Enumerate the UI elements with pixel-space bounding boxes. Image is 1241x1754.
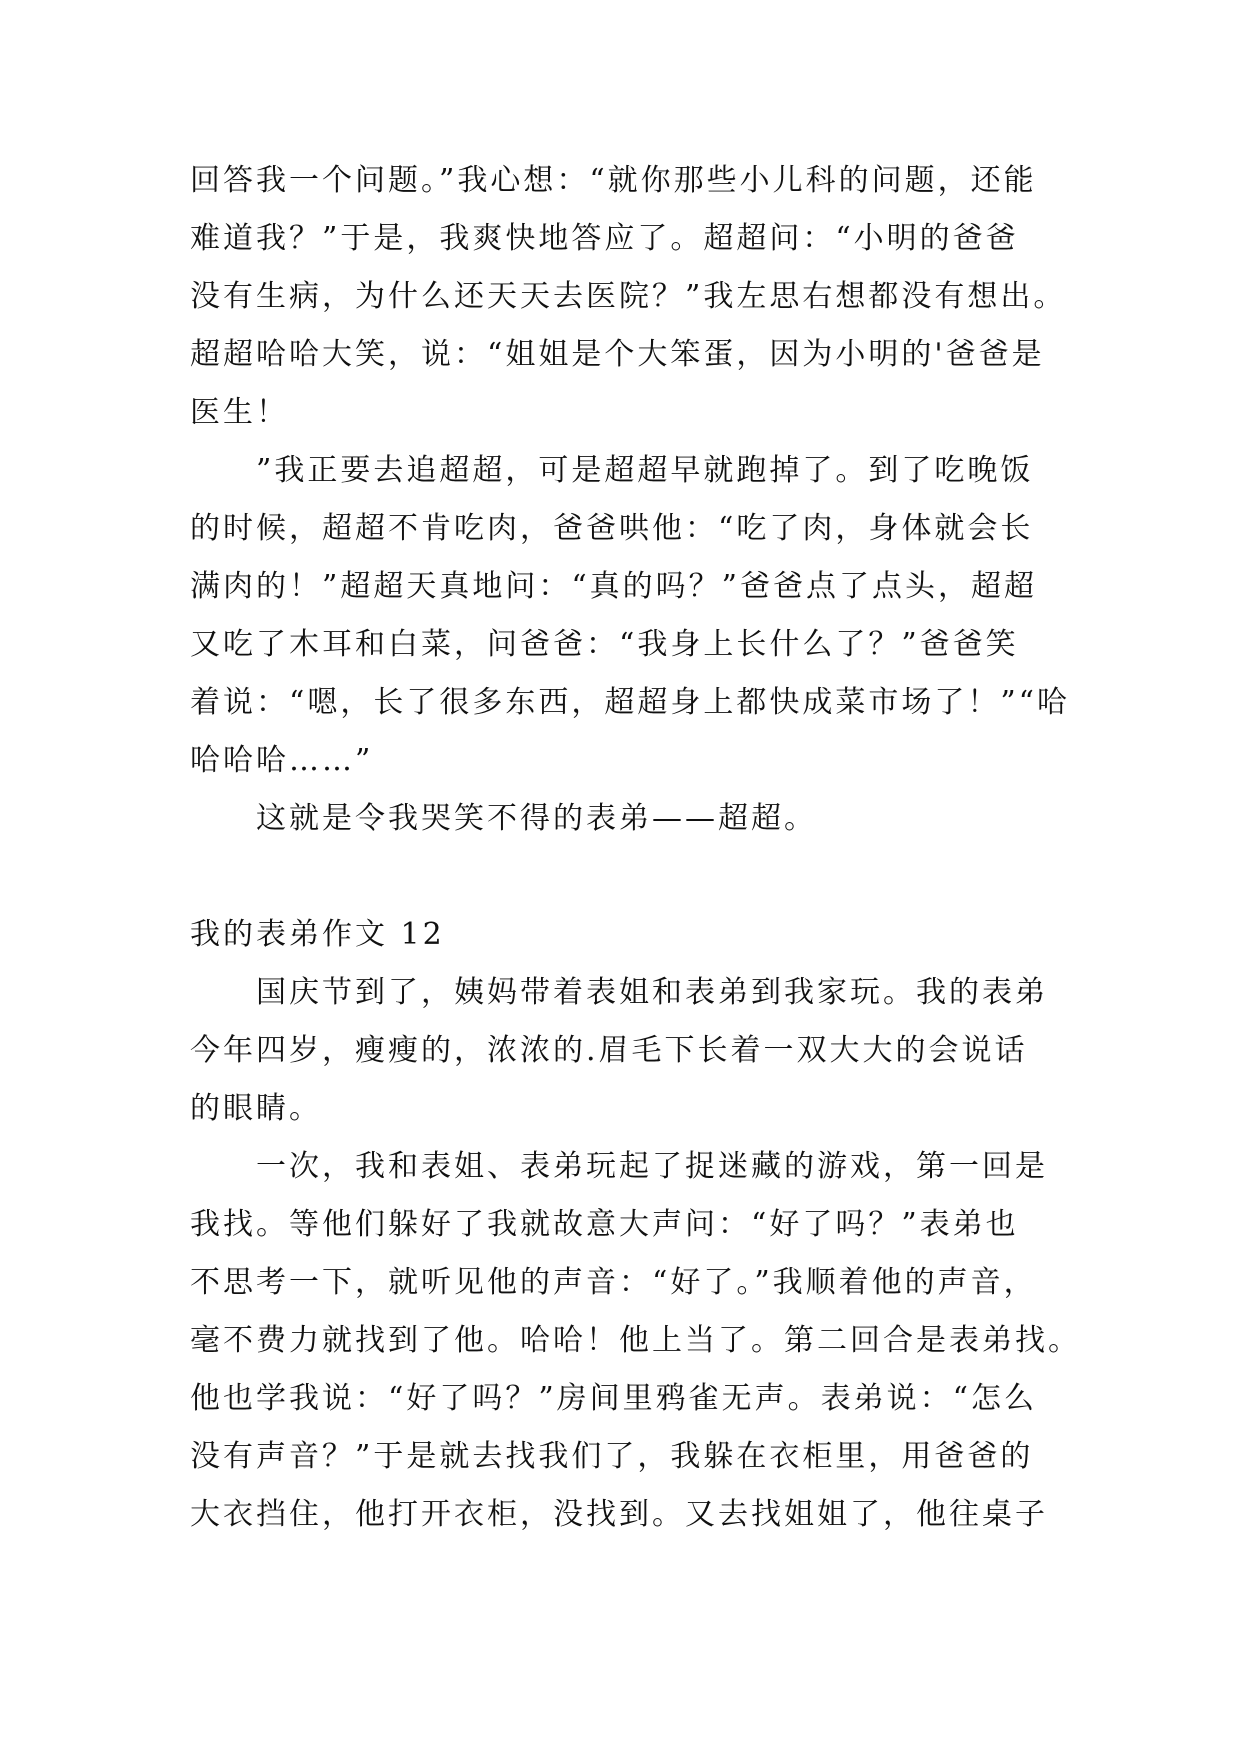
text-line: 医生！	[190, 395, 289, 430]
paragraph	[190, 152, 1065, 442]
document-body	[190, 152, 1081, 1544]
text-line: 我找。等他们躲好了我就故意大声问：“好了吗？”表弟也	[190, 1207, 1019, 1242]
text-line: 今年四岁，瘦瘦的，浓浓的.眉毛下长着一双大大的会说话	[190, 1033, 1028, 1068]
section-heading: 我的表弟作文 12	[190, 917, 445, 952]
paragraph	[190, 790, 1065, 848]
text-line: 毫不费力就找到了他。哈哈！他上当了。第二回合是表弟找。	[190, 1323, 1081, 1358]
text-line: 一次，我和表姐、表弟玩起了捉迷藏的游戏，第一回是	[256, 1149, 1048, 1184]
text-line: 又吃了木耳和白菜，问爸爸：“我身上长什么了？”爸爸笑	[190, 627, 1019, 662]
text-line: 哈哈哈……”	[190, 743, 374, 778]
text-line: ”我正要去追超超，可是超超早就跑掉了。到了吃晚饭	[256, 453, 1034, 488]
text-line: 不思考一下，就听见他的声音：“好了。”我顺着他的声音，	[190, 1265, 1037, 1300]
text-line: 着说：“嗯，长了很多东西，超超身上都快成菜市场了！”“哈	[190, 685, 1071, 720]
text-line: 国庆节到了，姨妈带着表姐和表弟到我家玩。我的表弟	[256, 975, 1048, 1010]
text-line: 没有生病，为什么还天天去医院？”我左思右想都没有想出。	[190, 279, 1067, 314]
paragraph	[190, 442, 1071, 790]
text-line: 超超哈哈大笑，说：“姐姐是个大笨蛋，因为小明的'爸爸是	[190, 337, 1045, 372]
text-line: 满肉的！”超超天真地问：“真的吗？”爸爸点了点头，超超	[190, 569, 1038, 604]
paragraph	[190, 964, 1065, 1138]
text-line: 他也学我说：“好了吗？”房间里鸦雀无声。表弟说：“怎么	[190, 1381, 1038, 1416]
section-gap	[190, 848, 1065, 906]
text-line: 回答我一个问题。”我心想：“就你那些小儿科的问题，还能	[190, 163, 1037, 198]
text-line: 的眼睛。	[190, 1091, 322, 1126]
paragraph	[190, 1138, 1081, 1544]
text-line: 难道我？”于是，我爽快地答应了。超超问：“小明的爸爸	[190, 221, 1019, 256]
text-line: 大衣挡住，他打开衣柜，没找到。又去找姐姐了，他往桌子	[190, 1497, 1048, 1532]
text-line: 的时候，超超不肯吃肉，爸爸哄他：“吃了肉，身体就会长	[190, 511, 1034, 546]
text-line: 这就是令我哭笑不得的表弟——超超。	[256, 801, 817, 836]
text-line: 没有声音？”于是就去找我们了，我躲在衣柜里，用爸爸的	[190, 1439, 1034, 1474]
